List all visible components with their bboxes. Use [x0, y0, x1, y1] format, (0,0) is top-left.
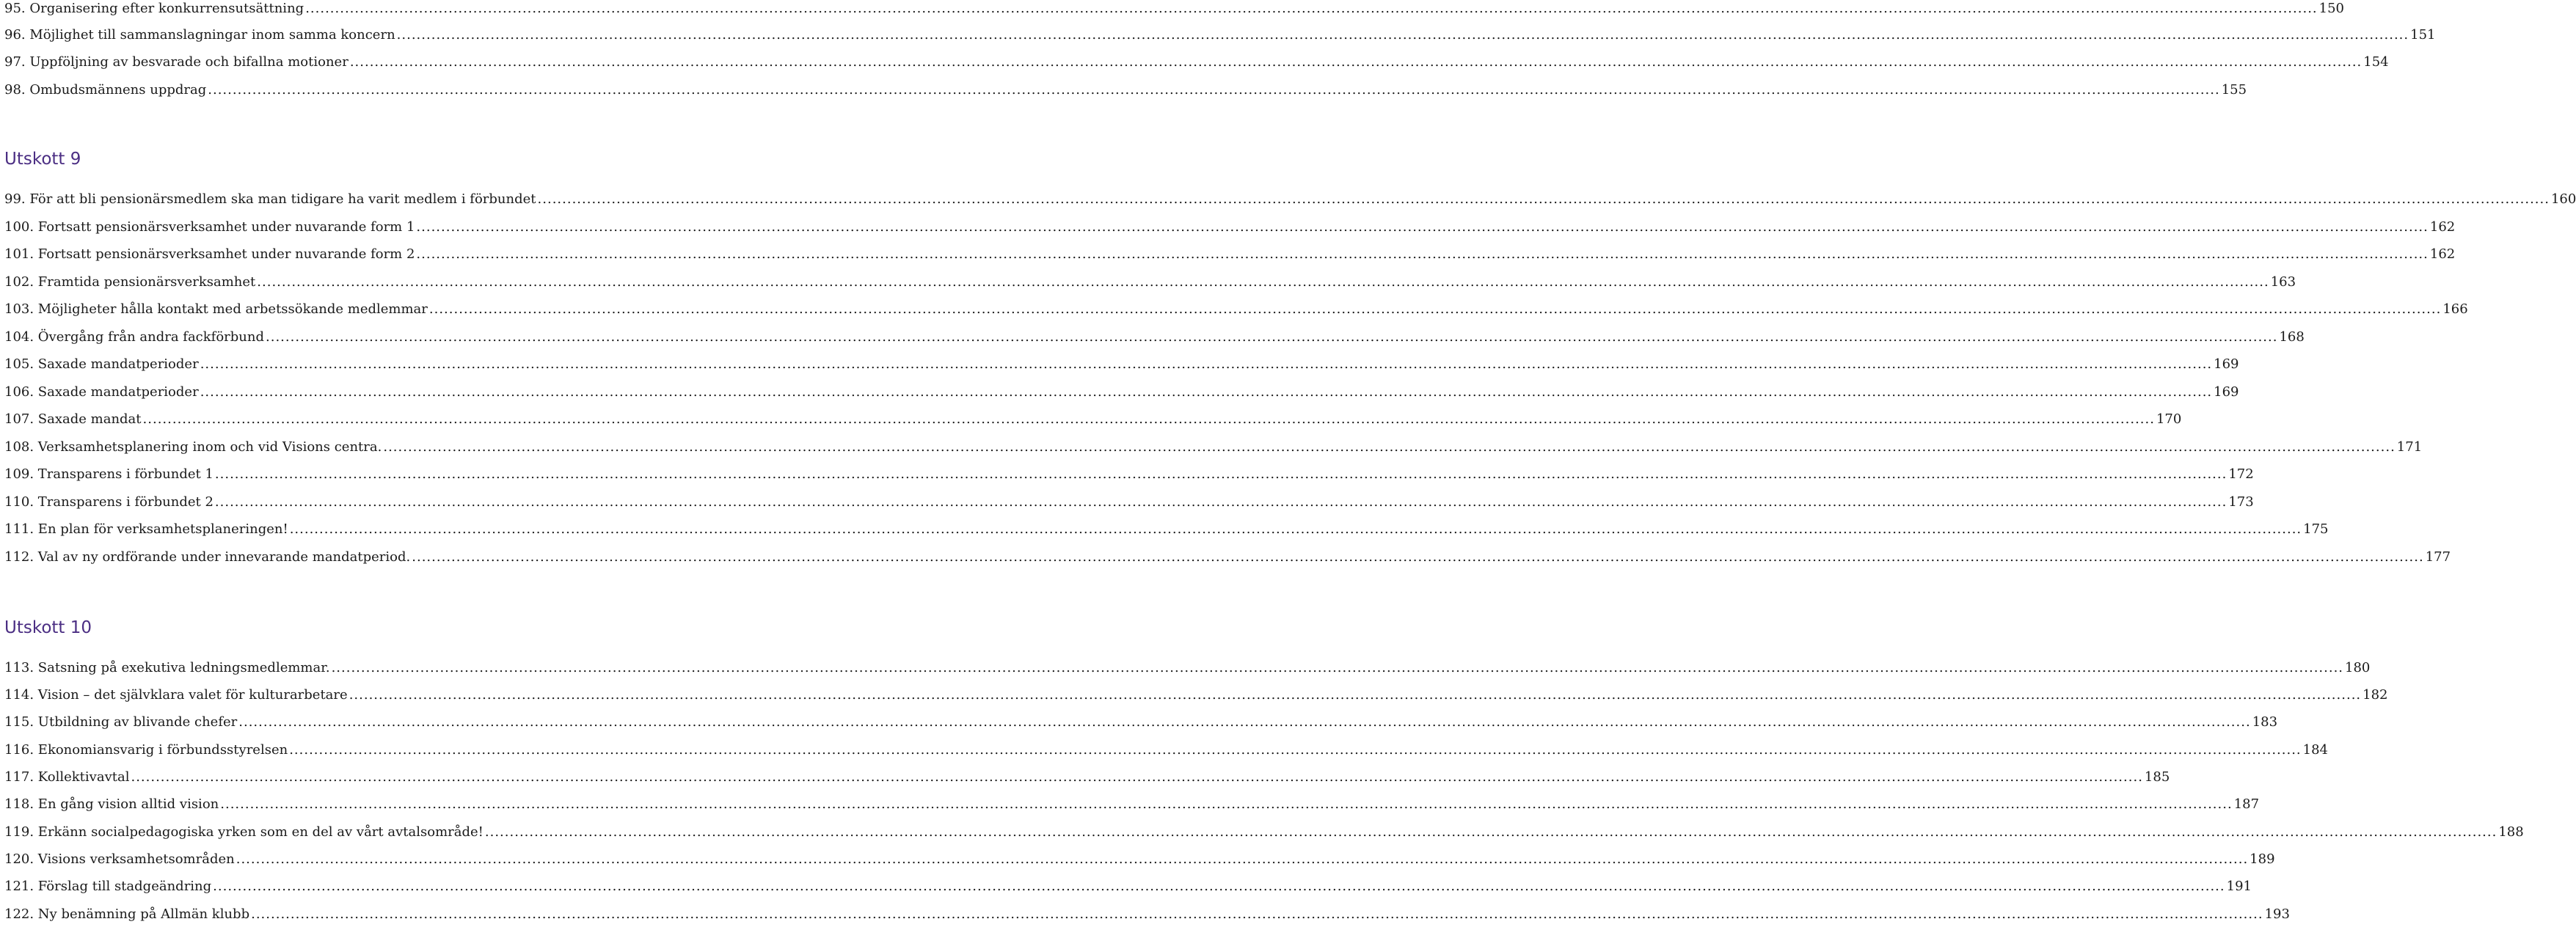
entry-title: 120. Visions verksamhetsområden	[4, 851, 235, 867]
section-heading: Utskott 9	[4, 150, 81, 169]
toc-entry[interactable]	[4, 298, 2468, 320]
entry-title: 116. Ekonomiansvarig i förbundsstyrelsen	[4, 742, 288, 758]
entry-title: 117. Kollektivavtal	[4, 769, 130, 785]
toc-entry[interactable]	[4, 876, 2252, 898]
entry-page-number: 183	[2252, 714, 2278, 730]
toc-entry[interactable]	[4, 24, 2436, 46]
entry-title: 109. Transparens i förbundet 1	[4, 466, 214, 482]
dot-leader	[416, 216, 2428, 238]
entry-title: 97. Uppföljning av besvarade och bifallna motioner	[4, 54, 349, 70]
dot-leader	[383, 436, 2395, 458]
toc-entry[interactable]	[4, 491, 2254, 513]
entry-page-number: 191	[2226, 879, 2252, 894]
dot-leader	[290, 519, 2302, 541]
entry-title: 96. Möjlighet till sammanslagningar inom samma koncern	[4, 27, 395, 43]
entry-title: 99. För att bli pensionärsmedlem ska man tidigare ha varit medlem i förbundet	[4, 191, 536, 207]
toc-entry[interactable]	[4, 243, 2456, 265]
dot-leader	[215, 464, 2227, 486]
dot-leader	[538, 188, 2550, 210]
dot-leader	[412, 546, 2423, 568]
entry-page-number: 182	[2362, 687, 2388, 703]
dot-leader	[350, 51, 2362, 73]
entry-title: 114. Vision – det självklara valet för kulturarbetare	[4, 687, 348, 703]
entry-title: 121. Förslag till stadgeändring	[4, 879, 212, 894]
entry-page-number: 189	[2250, 851, 2275, 867]
dot-leader	[220, 794, 2232, 816]
entry-page-number: 177	[2425, 549, 2451, 565]
entry-title: 100. Fortsatt pensionärsverksamhet under nuvarande form 1	[4, 219, 415, 235]
toc-entry[interactable]	[4, 657, 2371, 679]
toc-entry[interactable]	[4, 188, 2576, 210]
dot-leader	[238, 711, 2250, 733]
dot-leader	[289, 739, 2301, 761]
dot-leader	[266, 326, 2277, 348]
toc-entry[interactable]	[4, 519, 2329, 541]
toc-entry[interactable]	[4, 904, 2290, 926]
entry-page-number: 175	[2303, 521, 2329, 537]
dot-leader	[143, 408, 2155, 430]
entry-title: 111. En plan för verksamhetsplaneringen!	[4, 521, 288, 537]
entry-title: 108. Verksamhetsplanering inom och vid Visions centra.	[4, 439, 382, 455]
entry-page-number: 155	[2221, 82, 2247, 98]
entry-page-number: 163	[2270, 274, 2296, 290]
entry-page-number: 172	[2228, 466, 2254, 482]
entry-page-number: 160	[2550, 191, 2576, 207]
toc-entry[interactable]	[4, 794, 2260, 816]
dot-leader	[332, 657, 2343, 679]
entry-title: 122. Ny benämning på Allmän klubb	[4, 906, 250, 922]
dot-leader	[236, 849, 2248, 871]
entry-title: 105. Saxade mandatperioder	[4, 356, 199, 372]
toc-entry[interactable]	[4, 436, 2423, 458]
entry-page-number: 185	[2144, 769, 2170, 785]
dot-leader	[257, 271, 2269, 293]
toc-entry[interactable]	[4, 79, 2247, 101]
entry-title: 113. Satsning på exekutiva ledningsmedlemmar.	[4, 660, 330, 675]
dot-leader	[397, 24, 2409, 46]
entry-page-number: 168	[2279, 329, 2305, 345]
entry-page-number: 162	[2429, 219, 2456, 235]
entry-title: 98. Ombudsmännens uppdrag	[4, 82, 207, 98]
toc-entry[interactable]	[4, 326, 2305, 348]
toc-entry[interactable]	[4, 464, 2254, 486]
toc-entry[interactable]	[4, 821, 2524, 843]
entry-page-number: 169	[2214, 384, 2239, 400]
dot-leader	[349, 684, 2361, 706]
entry-page-number: 188	[2498, 824, 2524, 840]
entry-page-number: 180	[2345, 660, 2371, 675]
entry-title: 107. Saxade mandat	[4, 411, 142, 427]
entry-title: 102. Framtida pensionärsverksamhet	[4, 274, 256, 290]
entry-title: 118. En gång vision alltid vision	[4, 796, 219, 812]
entry-page-number: 166	[2442, 301, 2468, 317]
dot-leader	[485, 821, 2497, 843]
entry-page-number: 171	[2396, 439, 2423, 455]
toc-entry[interactable]	[4, 271, 2296, 293]
entry-page-number: 162	[2429, 246, 2456, 262]
entry-page-number: 169	[2214, 356, 2239, 372]
dot-leader	[251, 904, 2263, 926]
entry-page-number: 150	[2318, 1, 2344, 16]
dot-leader	[215, 491, 2227, 513]
entry-page-number: 193	[2264, 906, 2290, 922]
toc-entry[interactable]	[4, 849, 2275, 871]
dot-leader	[416, 243, 2428, 265]
entry-title: 95. Organisering efter konkurrensutsättning	[4, 1, 304, 16]
toc-entry[interactable]	[4, 408, 2182, 430]
entry-title: 119. Erkänn socialpedagogiska yrken som en del av vårt avtalsområde!	[4, 824, 484, 840]
entry-title: 106. Saxade mandatperioder	[4, 384, 199, 400]
dot-leader	[305, 0, 2317, 20]
toc-entry[interactable]	[4, 51, 2389, 73]
toc-entry[interactable]	[4, 684, 2388, 706]
dot-leader	[213, 876, 2225, 898]
entry-title: 104. Övergång från andra fackförbund	[4, 329, 265, 345]
toc-entry[interactable]	[4, 546, 2451, 568]
entry-page-number: 184	[2302, 742, 2329, 758]
dot-leader	[429, 298, 2441, 320]
entry-page-number: 187	[2233, 796, 2260, 812]
toc-entry[interactable]	[4, 381, 2239, 403]
entry-page-number: 154	[2363, 54, 2389, 70]
section-heading: Utskott 10	[4, 618, 92, 637]
toc-entry[interactable]	[4, 711, 2278, 733]
entry-title: 115. Utbildning av blivande chefer	[4, 714, 238, 730]
toc-entry[interactable]	[4, 0, 2344, 20]
entry-title: 101. Fortsatt pensionärsverksamhet under nuvarande form 2	[4, 246, 415, 262]
toc-entry[interactable]	[4, 739, 2329, 761]
dot-leader	[208, 79, 2219, 101]
toc-entry[interactable]	[4, 216, 2456, 238]
entry-title: 112. Val av ny ordförande under innevarande mandatperiod.	[4, 549, 411, 565]
entry-page-number: 151	[2410, 27, 2436, 43]
entry-page-number: 173	[2228, 494, 2254, 510]
dot-leader	[200, 381, 2212, 403]
toc-entry[interactable]	[4, 766, 2170, 788]
entry-title: 110. Transparens i förbundet 2	[4, 494, 214, 510]
toc-entry[interactable]	[4, 353, 2239, 375]
dot-leader	[131, 766, 2142, 788]
entry-page-number: 170	[2156, 411, 2182, 427]
entry-title: 103. Möjligheter hålla kontakt med arbetssökande medlemmar	[4, 301, 428, 317]
dot-leader	[200, 353, 2212, 375]
